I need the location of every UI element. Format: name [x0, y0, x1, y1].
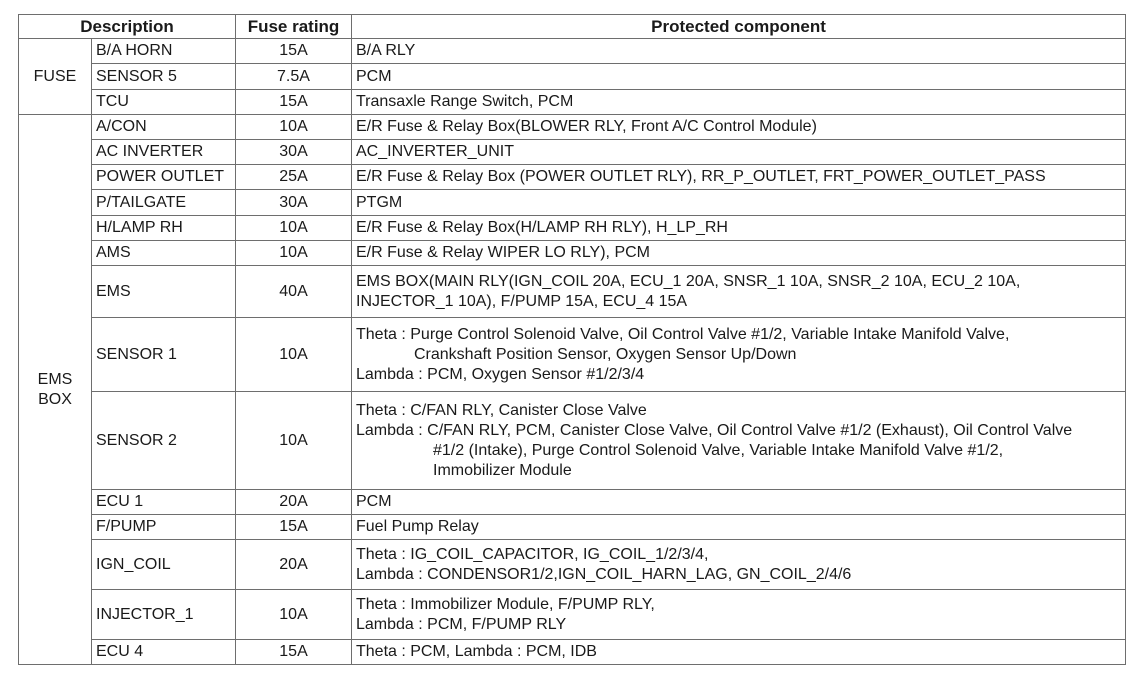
component-line: Theta : IG_COIL_CAPACITOR, IG_COIL_1/2/3/4,	[356, 545, 709, 563]
component-line: PCM	[356, 67, 392, 85]
protected-component-cell	[352, 241, 1126, 266]
description-cell: H/LAMP RH	[92, 216, 236, 241]
component-line: B/A RLY	[356, 42, 416, 59]
fuse-rating-cell: 30A	[236, 140, 352, 165]
component-line: AC_INVERTER_UNIT	[356, 143, 514, 160]
protected-component-cell	[352, 165, 1126, 190]
component-line: Immobilizer Module	[433, 461, 572, 479]
component-line: E/R Fuse & Relay Box(H/LAMP RH RLY), H_LP_RH	[356, 219, 728, 236]
table-row	[19, 190, 1126, 216]
description-cell: INJECTOR_1	[92, 590, 236, 640]
component-line: EMS BOX(MAIN RLY(IGN_COIL 20A, ECU_1 20A, SNSR_1 10A, SNSR_2 10A, ECU_2 10A,	[356, 272, 1021, 290]
table-row	[19, 318, 1126, 392]
table-row	[19, 640, 1126, 665]
table-row	[19, 64, 1126, 90]
fuse-rating-cell: 20A	[236, 540, 352, 590]
protected-component-cell	[352, 140, 1126, 165]
component-line: PCM	[356, 493, 392, 510]
table-row	[19, 216, 1126, 241]
group-label-line: FUSE	[33, 67, 77, 85]
component-line: Theta : PCM, Lambda : PCM, IDB	[356, 643, 597, 660]
protected-component-cell	[352, 490, 1126, 515]
protected-component-cell	[352, 540, 1126, 590]
table-row	[19, 241, 1126, 266]
table-row	[19, 165, 1126, 190]
protected-component-cell	[352, 115, 1126, 140]
component-line: E/R Fuse & Relay Box(BLOWER RLY, Front A/C Control Module)	[356, 118, 817, 135]
header-description: Description	[19, 15, 236, 39]
fuse-rating-cell: 10A	[236, 241, 352, 266]
table-row	[19, 490, 1126, 515]
component-line: Theta : C/FAN RLY, Canister Close Valve	[356, 401, 647, 419]
header-fuse-rating: Fuse rating	[236, 15, 352, 39]
protected-component-cell	[352, 216, 1126, 241]
component-line: Theta : Purge Control Solenoid Valve, Oil Control Valve #1/2, Variable Intake Manifold Valve,	[356, 325, 1010, 343]
component-line: E/R Fuse & Relay WIPER LO RLY), PCM	[356, 244, 650, 261]
protected-component-cell	[352, 190, 1126, 216]
group-label-line: EMS	[37, 370, 73, 388]
component-line: #1/2 (Intake), Purge Control Solenoid Valve, Variable Intake Manifold Valve #1/2,	[433, 441, 1004, 459]
description-cell: F/PUMP	[92, 515, 236, 540]
component-line: E/R Fuse & Relay Box (POWER OUTLET RLY), RR_P_OUTLET, FRT_POWER_OUTLET_PASS	[356, 168, 1046, 185]
fuse-rating-cell: 40A	[236, 266, 352, 318]
component-line: INJECTOR_1 10A), F/PUMP 15A, ECU_4 15A	[356, 292, 688, 310]
protected-component-cell	[352, 39, 1126, 64]
fuse-rating-cell: 30A	[236, 190, 352, 216]
description-cell: SENSOR 2	[92, 392, 236, 490]
table-row	[19, 266, 1126, 318]
description-cell: IGN_COIL	[92, 540, 236, 590]
protected-component-cell	[352, 590, 1126, 640]
component-line: Crankshaft Position Sensor, Oxygen Sensor Up/Down	[414, 345, 797, 363]
description-cell: TCU	[92, 90, 236, 115]
description-cell: EMS	[92, 266, 236, 318]
group-label	[19, 39, 92, 115]
fuse-rating-cell: 10A	[236, 318, 352, 392]
group-label	[19, 115, 92, 665]
fuse-rating-cell: 10A	[236, 590, 352, 640]
description-cell: ECU 1	[92, 490, 236, 515]
description-cell: SENSOR 5	[92, 64, 236, 90]
component-line: Lambda : PCM, Oxygen Sensor #1/2/3/4	[356, 365, 645, 383]
description-cell: ECU 4	[92, 640, 236, 665]
table-row	[19, 515, 1126, 540]
fuse-rating-cell: 15A	[236, 515, 352, 540]
table-row	[19, 39, 1126, 64]
group-label-line: BOX	[38, 390, 72, 408]
component-line: Fuel Pump Relay	[356, 518, 479, 535]
header-row	[19, 15, 1126, 39]
protected-component-cell	[352, 64, 1126, 90]
table-row	[19, 590, 1126, 640]
description-cell: AMS	[92, 241, 236, 266]
table-row	[19, 90, 1126, 115]
table-row	[19, 540, 1126, 590]
component-line: Lambda : CONDENSOR1/2,IGN_COIL_HARN_LAG, GN_COIL_2/4/6	[356, 565, 852, 583]
protected-component-cell	[352, 266, 1126, 318]
protected-component-cell	[352, 515, 1126, 540]
component-line: Lambda : C/FAN RLY, PCM, Canister Close Valve, Oil Control Valve #1/2 (Exhaust), Oil Control Valve	[356, 421, 1073, 439]
description-cell: POWER OUTLET	[92, 165, 236, 190]
description-cell: SENSOR 1	[92, 318, 236, 392]
fuse-rating-cell: 10A	[236, 392, 352, 490]
protected-component-cell	[352, 640, 1126, 665]
component-line: Theta : Immobilizer Module, F/PUMP RLY,	[356, 595, 655, 613]
fuse-rating-cell: 20A	[236, 490, 352, 515]
fuse-rating-cell: 10A	[236, 216, 352, 241]
header-protected-component: Protected component	[352, 15, 1126, 39]
component-line: Lambda : PCM, F/PUMP RLY	[356, 615, 567, 633]
protected-component-cell	[352, 90, 1126, 115]
fuse-rating-cell: 7.5A	[236, 64, 352, 90]
table-row	[19, 392, 1126, 490]
protected-component-cell	[352, 392, 1126, 490]
fuse-rating-cell: 15A	[236, 39, 352, 64]
fuse-rating-cell: 25A	[236, 165, 352, 190]
table-row	[19, 115, 1126, 140]
protected-component-cell	[352, 318, 1126, 392]
component-line: Transaxle Range Switch, PCM	[356, 93, 574, 110]
description-cell: A/CON	[92, 115, 236, 140]
fuse-rating-cell: 10A	[236, 115, 352, 140]
fuse-rating-cell: 15A	[236, 90, 352, 115]
description-cell: AC INVERTER	[92, 140, 236, 165]
fuse-rating-cell: 15A	[236, 640, 352, 665]
description-cell: B/A HORN	[92, 39, 236, 64]
fuse-table	[18, 14, 1126, 665]
description-cell: P/TAILGATE	[92, 190, 236, 216]
table-row	[19, 140, 1126, 165]
component-line: PTGM	[356, 193, 403, 211]
